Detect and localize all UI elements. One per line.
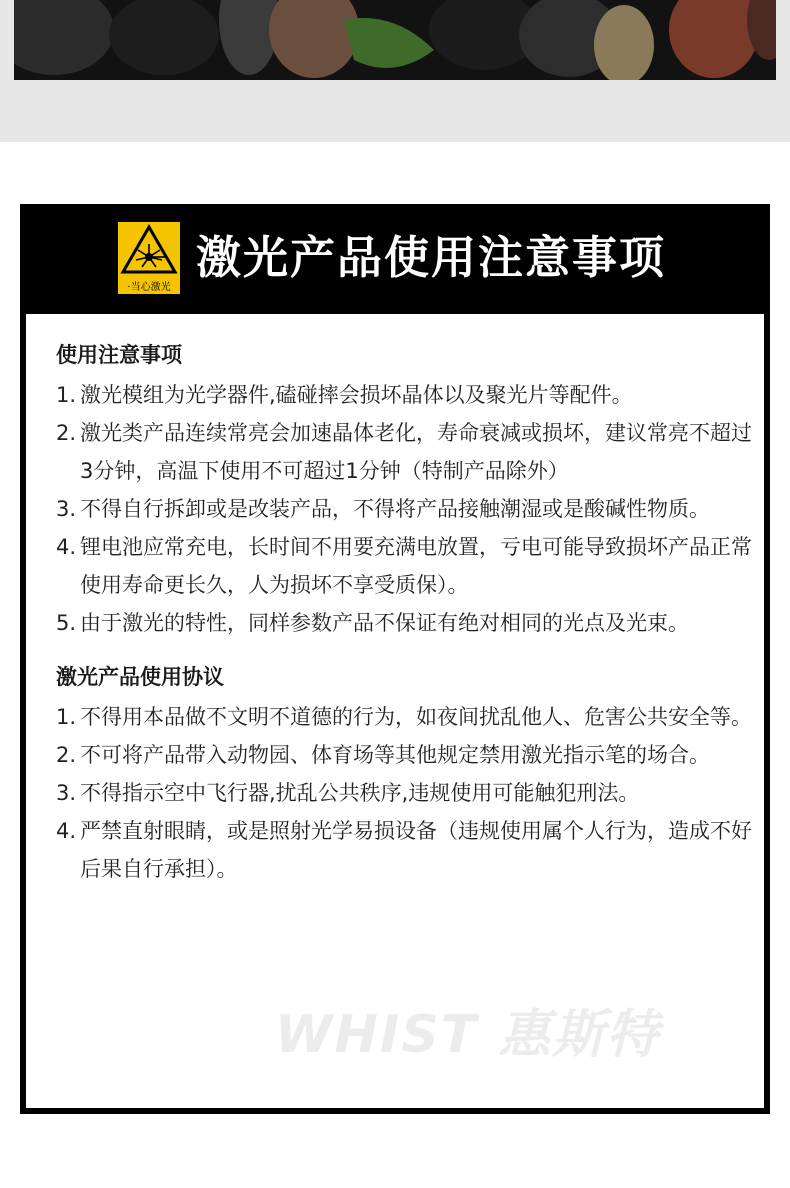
list-item	[56, 736, 756, 774]
item-number: 2.	[56, 421, 77, 445]
list-item	[56, 376, 756, 414]
item-text: 由于激光的特性，同样参数产品不保证有绝对相同的光点及光束。	[80, 611, 689, 635]
laser-warning-icon	[118, 222, 180, 294]
section-title: 使用注意事项	[56, 343, 182, 367]
list-item	[56, 490, 756, 528]
item-number: 1.	[56, 383, 77, 407]
card-header	[20, 204, 770, 312]
list-item	[56, 604, 756, 642]
top-band	[0, 0, 790, 142]
stones-photo	[14, 0, 776, 80]
brand-watermark: WHIST 惠斯特	[275, 1005, 661, 1065]
item-number: 5.	[56, 611, 77, 635]
item-text: 不可将产品带入动物园、体育场等其他规定禁用激光指示笔的场合。	[80, 743, 710, 767]
item-number: 3.	[56, 781, 77, 805]
item-number: 4.	[56, 535, 77, 559]
item-text: 激光类产品连续常亮会加速晶体老化，寿命衰减或损坏，建议常亮不超过3分钟，高温下使用不可超过1分钟（特制产品除外）	[80, 421, 752, 483]
item-number: 3.	[56, 497, 77, 521]
list-item	[56, 698, 756, 736]
usage-agreement-section	[56, 662, 764, 888]
laser-notice-card	[20, 204, 770, 1114]
item-text: 不得指示空中飞行器,扰乱公共秩序,违规使用可能触犯刑法。	[80, 781, 640, 805]
section-title: 激光产品使用协议	[56, 665, 224, 689]
list-item	[56, 528, 756, 604]
list-item	[56, 774, 756, 812]
item-text: 严禁直射眼睛，或是照射光学易损设备（违规使用属个人行为，造成不好后果自行承担）。	[80, 819, 752, 881]
item-text: 锂电池应常充电，长时间不用要充满电放置，亏电可能导致损坏产品正常使用寿命更长久，人为损坏不享受质保）。	[80, 535, 752, 597]
usage-notes-section	[56, 340, 764, 642]
item-text: 不得自行拆卸或是改装产品，不得将产品接触潮湿或是酸碱性物质。	[80, 497, 710, 521]
item-number: 1.	[56, 705, 77, 729]
item-text: 不得用本品做不文明不道德的行为，如夜间扰乱他人、危害公共安全等。	[80, 705, 752, 729]
warning-label: ·当心激光	[127, 282, 171, 293]
card-title: 激光产品使用注意事项	[196, 231, 667, 284]
item-number: 2.	[56, 743, 77, 767]
list-item	[56, 414, 756, 490]
item-text: 激光模组为光学器件,磕碰摔会损坏晶体以及聚光片等配件。	[80, 383, 633, 407]
list-item	[56, 812, 756, 888]
card-body	[26, 314, 764, 1108]
item-number: 4.	[56, 819, 77, 843]
